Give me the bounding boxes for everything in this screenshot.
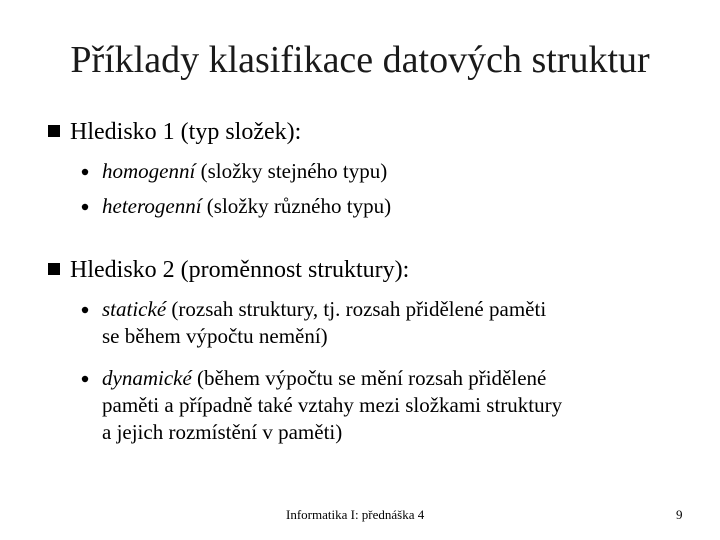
- item-term: statické: [102, 297, 167, 321]
- item-description: (rozsah struktury, tj. rozsah přidělené paměti: [166, 297, 547, 321]
- item-description-continued: paměti a případně také vztahy mezi složkami struktury: [102, 393, 563, 417]
- slide-title: Příklady klasifikace datových struktur: [70, 39, 650, 81]
- dot-bullet-icon: [80, 374, 90, 384]
- section-heading-text: Hledisko 1 (typ složek):: [70, 119, 302, 145]
- page-number: 9: [676, 507, 683, 522]
- footer-course: Informatika I: přednáška 4: [286, 507, 425, 522]
- square-bullet-icon: [48, 125, 60, 137]
- dot-bullet-icon: [80, 202, 90, 212]
- item-description-continued: a jejich rozmístění v paměti): [102, 420, 343, 444]
- dot-bullet-icon: [80, 167, 90, 177]
- item-description: (během výpočtu se mění rozsah přidělené: [191, 366, 547, 390]
- item-term: heterogenní: [102, 194, 202, 218]
- item-description: (složky různého typu): [201, 194, 392, 218]
- square-bullet-icon: [48, 263, 60, 275]
- item-description: (složky stejného typu): [195, 159, 388, 183]
- section-heading-text: Hledisko 2 (proměnnost struktury):: [70, 257, 410, 283]
- item-term: homogenní: [102, 159, 196, 183]
- item-term: dynamické: [102, 366, 192, 390]
- item-description-continued: se během výpočtu nemění): [102, 324, 328, 348]
- dot-bullet-icon: [80, 305, 90, 315]
